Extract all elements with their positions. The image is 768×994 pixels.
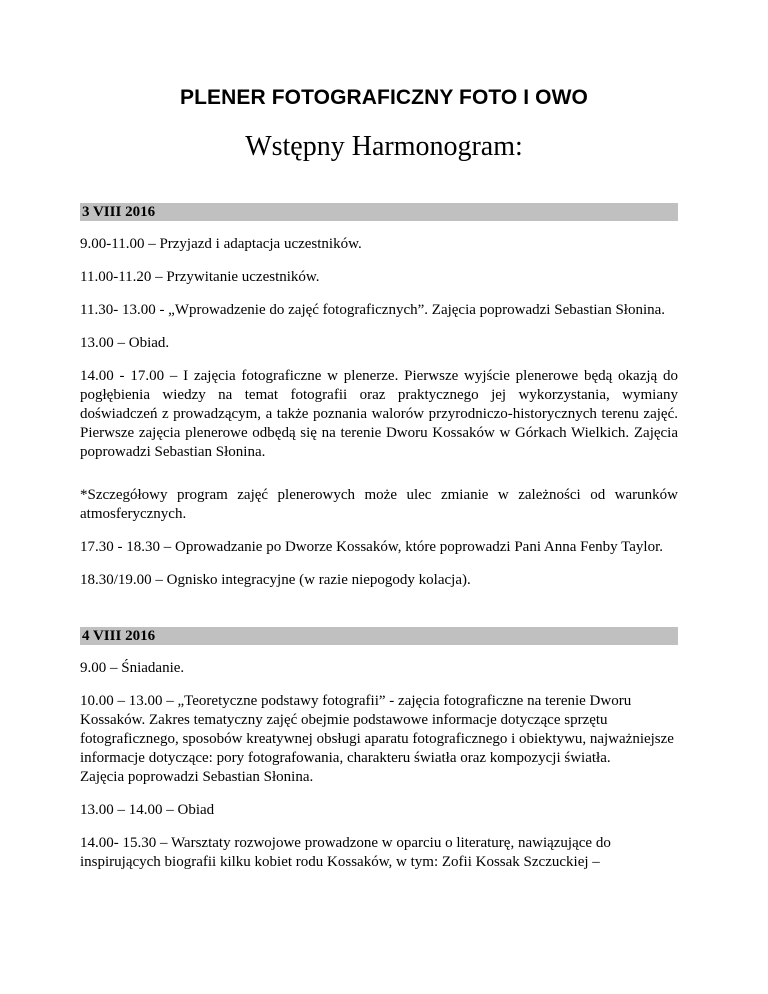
day-section-1 — [80, 203, 678, 590]
day-section-2 — [80, 627, 678, 872]
schedule-entry: 13.00 – 14.00 – Obiad — [80, 802, 215, 818]
schedule-note: *Szczegółowy program zajęć plenerowych może ulec zmianie w zależności od warunków atmosferycznych. — [80, 487, 678, 522]
schedule-entry: 14.00 - 17.00 – I zajęcia fotograficzne w plenerze. Pierwsze wyjście plenerowe będą okazją do pogłębienia wiedzy na temat fotografii oraz praktycznego jej wykorzystania, wymiany doświadczeń z prowadzącym, a także poznania walorów przyrodniczo-historycznych terenu zajęć. Pierwsze zajęcia plenerowe odbędą się na terenie Dworu Kossaków w Górkach Wielkich. Zajęcia poprowadzi Sebastian Słonina. — [80, 368, 678, 460]
schedule-entry: 9.00 – Śniadanie. — [80, 660, 185, 676]
schedule-entry: 9.00-11.00 – Przyjazd i adaptacja uczestników. — [80, 236, 362, 252]
document-subtitle: Wstępny Harmonogram: — [245, 131, 523, 162]
schedule-entry: 11.00-11.20 – Przywitanie uczestników. — [80, 269, 320, 285]
day-header: 4 VIII 2016 — [80, 627, 678, 645]
document-title: PLENER FOTOGRAFICZNY FOTO I OWO — [180, 86, 588, 109]
schedule-entry: 13.00 – Obiad. — [80, 335, 170, 351]
schedule-content — [80, 203, 678, 886]
schedule-entry: 18.30/19.00 – Ognisko integracyjne (w razie niepogody kolacja). — [80, 572, 471, 588]
day-header: 3 VIII 2016 — [80, 203, 678, 221]
schedule-entry: Zajęcia poprowadzi Sebastian Słonina. — [80, 769, 314, 785]
schedule-entry: 11.30- 13.00 - „Wprowadzenie do zajęć fotograficznych”. Zajęcia poprowadzi Sebastian Słonina. — [80, 302, 666, 318]
schedule-entry: 14.00- 15.30 – Warsztaty rozwojowe prowadzone w oparciu o literaturę, nawiązujące do inspirujących biografii kilku kobiet rodu Kossaków, w tym: Zofii Kossak Szczuckiej – — [80, 835, 611, 870]
schedule-entry: 17.30 - 18.30 – Oprowadzanie po Dworze Kossaków, które poprowadzi Pani Anna Fenby Taylor. — [80, 539, 664, 555]
schedule-entry: 10.00 – 13.00 – „Teoretyczne podstawy fotografii” - zajęcia fotograficzne na terenie Dworu Kossaków. Zakres tematyczny zajęć obejmie podstawowe informacje dotyczące sprzętu fotograficznego, sposobów kreatywnej obsługi aparatu fotograficznego i obiektywu, najważniejsze informacje dotyczące: pory fotografowania, charakteru światła oraz kompozycji światła. — [80, 693, 674, 766]
